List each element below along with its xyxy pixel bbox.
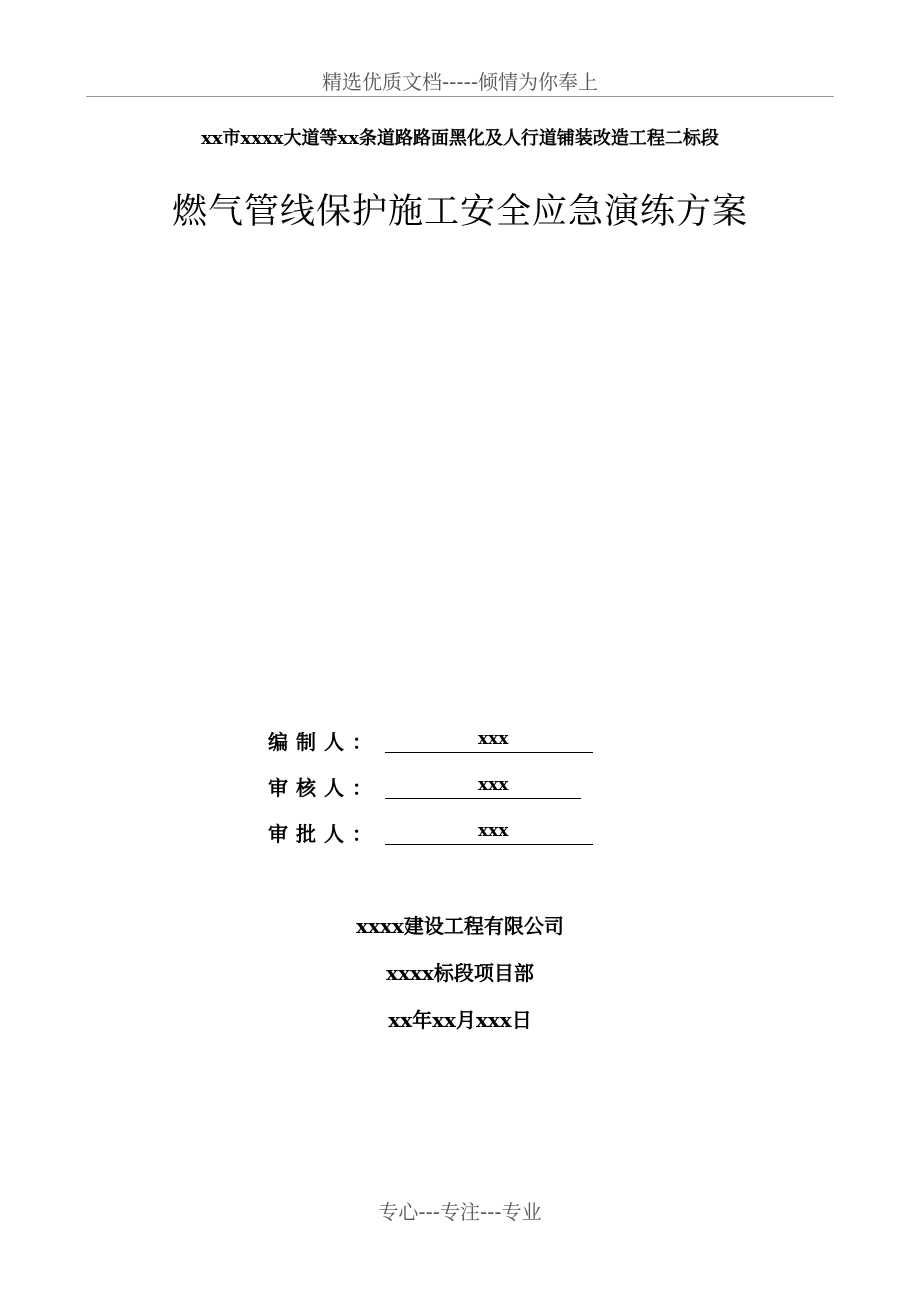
page-footer: 专心---专注---专业 — [378, 1200, 542, 1224]
signature-value: xxx — [478, 775, 509, 795]
signature-value: xxx — [478, 821, 509, 841]
signature-label: 审批人： — [268, 822, 380, 846]
project-name: xx市xxxx大道等xx条道路路面黑化及人行道铺装改造工程二标段 — [201, 128, 719, 149]
company-name: xxxx建设工程有限公司 — [356, 914, 564, 938]
department-name: xxxx标段项目部 — [386, 961, 534, 985]
header-divider — [86, 96, 834, 97]
signature-value: xxx — [478, 729, 509, 749]
document-date: xx年xx月xxx日 — [388, 1008, 532, 1032]
signature-label: 审核人： — [268, 776, 380, 800]
header-text: 精选优质文档-----倾情为你奉上 — [321, 70, 599, 94]
document-title: 燃气管线保护施工安全应急演练方案 — [171, 192, 748, 232]
signature-label: 编制人： — [268, 730, 380, 754]
